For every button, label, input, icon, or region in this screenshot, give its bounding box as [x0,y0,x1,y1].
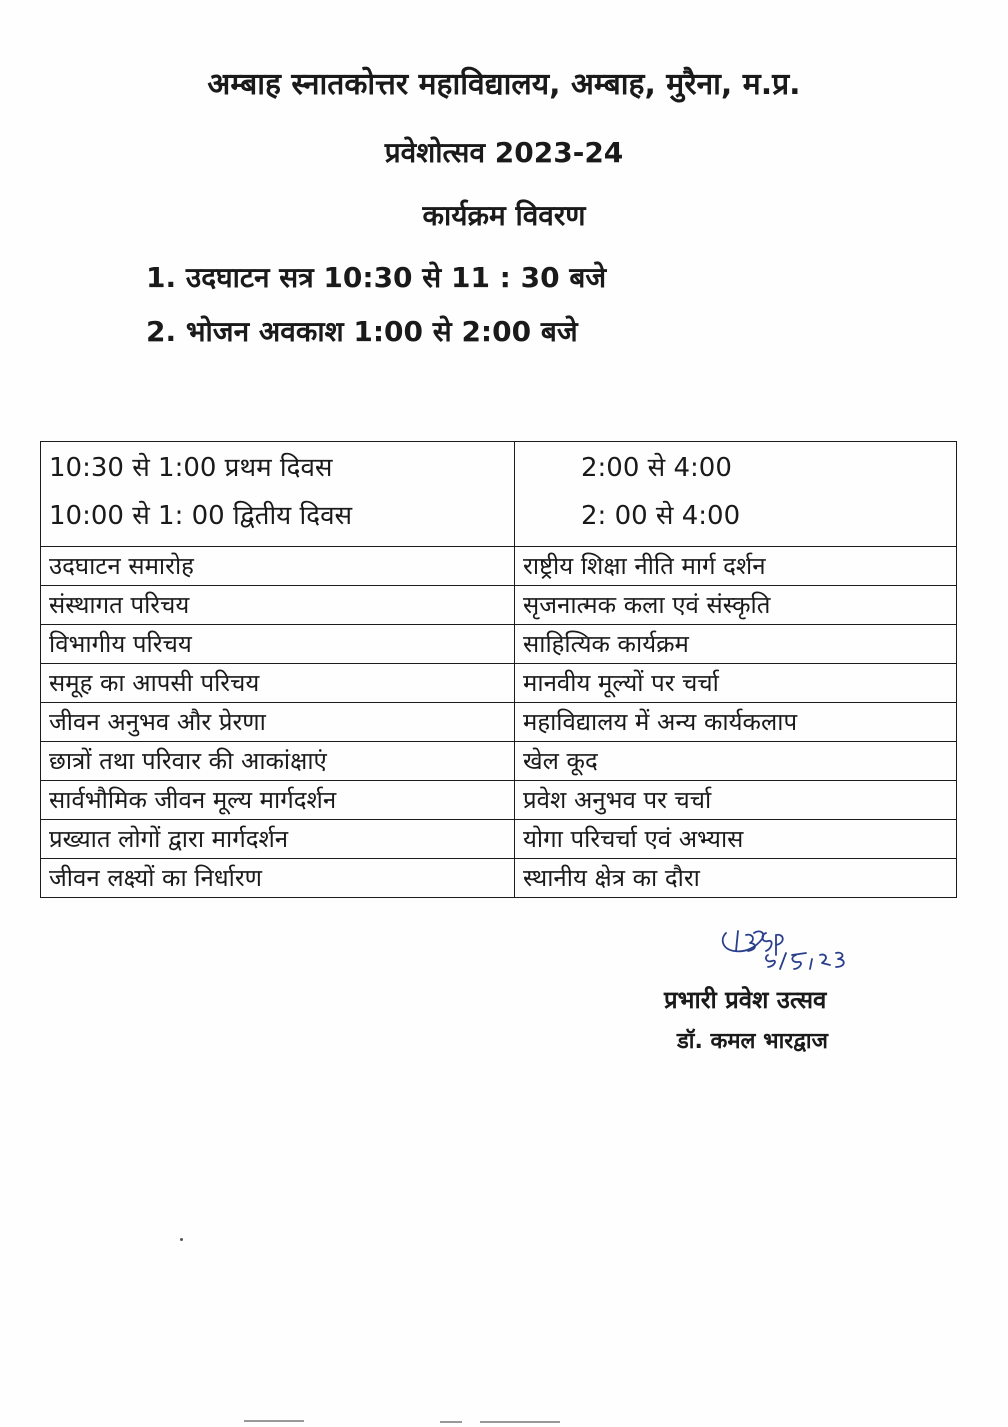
table-row [41,625,957,664]
schedule-item-inauguration: 1. उदघाटन सत्र 10:30 से 11 : 30 बजे [146,261,607,294]
table-row [41,703,957,742]
table-row [41,586,957,625]
morning-activity: समूह का आपसी परिचय [41,664,515,703]
header-afternoon-day-two: 2: 00 से 4:00 [581,501,741,531]
header-day-two: 10:00 से 1: 00 द्वितीय दिवस [49,501,353,531]
morning-activity: विभागीय परिचय [41,625,515,664]
morning-activity: संस्थागत परिचय [41,586,515,625]
afternoon-activity: राष्ट्रीय शिक्षा नीति मार्ग दर्शन [515,547,957,586]
program-table [40,441,957,898]
header-cell-afternoon [515,442,957,547]
schedule-item-lunch-break: 2. भोजन अवकाश 1:00 से 2:00 बजे [146,315,578,348]
morning-activity: उदघाटन समारोह [41,547,515,586]
table-header-row [41,442,957,547]
afternoon-activity: महाविद्यालय में अन्य कार्यकलाप [515,703,957,742]
morning-activity: सार्वभौमिक जीवन मूल्य मार्गदर्शन [41,781,515,820]
afternoon-activity: प्रवेश अनुभव पर चर्चा [515,781,957,820]
table-row [41,820,957,859]
afternoon-activity: मानवीय मूल्यों पर चर्चा [515,664,957,703]
table-row [41,859,957,898]
table-row [41,664,957,703]
afternoon-activity: स्थानीय क्षेत्र का दौरा [515,859,957,898]
signatory-name: डॉ. कमल भारद्वाज [677,1029,828,1054]
program-details-title: कार्यक्रम विवरण [422,199,586,232]
table-row [41,742,957,781]
signatory-title: प्रभारी प्रवेश उत्सव [664,986,827,1014]
college-name-heading: अम्बाह स्नातकोत्तर महाविद्यालय, अम्बाह, मुरैना, म.प्र. [207,67,801,102]
table-row [41,547,957,586]
morning-activity: जीवन लक्ष्यों का निर्धारण [41,859,515,898]
morning-activity: प्रख्यात लोगों द्वारा मार्गदर्शन [41,820,515,859]
table-row [41,781,957,820]
handwritten-signature [716,925,866,975]
afternoon-activity: खेल कूद [515,742,957,781]
morning-activity: छात्रों तथा परिवार की आकांक्षाएं [41,742,515,781]
afternoon-activity: साहित्यिक कार्यक्रम [515,625,957,664]
header-afternoon-day-one: 2:00 से 4:00 [581,453,732,483]
afternoon-activity: सृजनात्मक कला एवं संस्कृति [515,586,957,625]
header-cell-morning [41,442,515,547]
afternoon-activity: योगा परिचर्चा एवं अभ्यास [515,820,957,859]
scan-edge-marks [240,1418,640,1427]
scan-speck [180,1238,183,1241]
event-title: प्रवेशोत्सव 2023-24 [384,136,624,169]
morning-activity: जीवन अनुभव और प्रेरणा [41,703,515,742]
header-day-one: 10:30 से 1:00 प्रथम दिवस [49,453,333,483]
